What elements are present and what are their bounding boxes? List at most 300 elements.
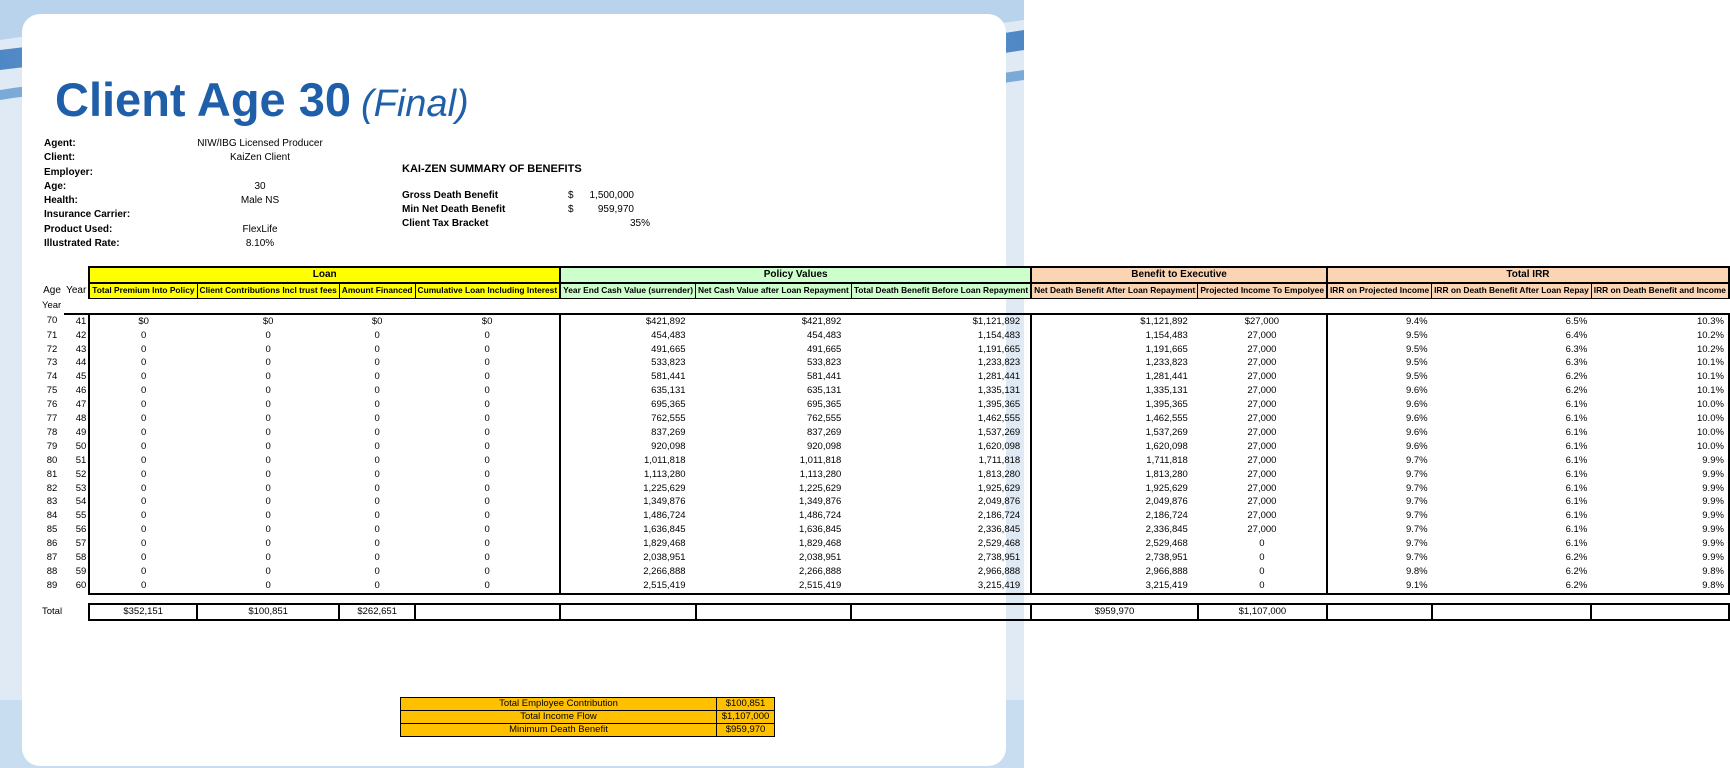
summary-row (402, 189, 650, 203)
cell-irr-income: 9.6% (1405, 385, 1428, 397)
summary-label: Gross Death Benefit (402, 190, 499, 201)
info-row-age (44, 180, 340, 194)
cell-year-end-cash: 837,269 (651, 426, 686, 438)
cell-net-cash-value: 695,365 (806, 399, 842, 411)
total-empty-cell (415, 604, 560, 620)
info-label: Insurance Carrier: (44, 209, 131, 221)
table-row (40, 509, 1729, 523)
cell-amount-financed: 0 (374, 510, 380, 522)
total-empty-cell (1432, 604, 1592, 620)
box-label: Total Employee Contribution (401, 698, 717, 711)
cell-age: 75 (46, 385, 58, 397)
cell-year-end-cash: 581,441 (651, 371, 686, 383)
cell-irr-income: 9.7% (1405, 552, 1428, 564)
cell-total-death-benefit: 1,395,365 (851, 398, 1031, 412)
cell-net-death-benefit: 1,335,131 (1145, 385, 1188, 397)
cell-year-end-cash: 491,665 (651, 343, 686, 355)
cell-net-cash-value: 1,486,724 (799, 510, 842, 522)
cell-net-death-benefit: $1,121,892 (1140, 315, 1188, 327)
cell-client-contributions: 0 (265, 329, 271, 341)
cell-total-death-benefit: 1,620,098 (851, 440, 1031, 454)
cell-cumulative-loan: 0 (415, 495, 560, 509)
cell-amount-financed: 0 (339, 579, 415, 594)
cell-amount-financed: 0 (374, 524, 380, 536)
cell-client-contributions: 0 (265, 454, 271, 466)
info-row-employer (44, 166, 340, 180)
table-row (40, 426, 1729, 440)
summary-currency: $ (568, 204, 574, 215)
col-irr-income: IRR on Projected Income (1327, 283, 1432, 298)
cell-year-end-cash: 2,515,419 (560, 579, 695, 594)
cell-year-end-cash: 635,131 (651, 385, 686, 397)
cell-total-death-benefit: 2,336,845 (851, 523, 1031, 537)
cell-total-premium: 0 (89, 426, 197, 440)
cell-irr-death-benefit: 6.3% (1565, 343, 1588, 355)
cell-projected-income: 27,000 (1198, 495, 1327, 509)
cell-net-death-benefit: 1,537,269 (1145, 426, 1188, 438)
cell-irr-income: 9.6% (1405, 399, 1428, 411)
cell-year: 42 (75, 329, 87, 341)
cell-irr-death-benefit: 6.1% (1565, 482, 1588, 494)
group-benefit-executive: Benefit to Executive (1031, 267, 1327, 283)
benefits-table (40, 266, 1730, 621)
cell-year: 44 (75, 357, 87, 369)
cell-cumulative-loan: 0 (415, 370, 560, 384)
cell-amount-financed: 0 (374, 440, 380, 452)
info-label: Health: (44, 195, 78, 207)
info-value: 8.10% (245, 238, 275, 250)
total-empty-cell (1591, 604, 1729, 620)
slide-title (55, 72, 469, 127)
table-row (40, 329, 1729, 343)
cell-irr-combined: 9.9% (1591, 468, 1729, 482)
cell-year-end-cash: 1,113,280 (643, 468, 686, 480)
cell-projected-income: 0 (1198, 551, 1327, 565)
cell-net-death-benefit: 1,925,629 (1145, 482, 1188, 494)
cell-cumulative-loan: 0 (415, 440, 560, 454)
cell-year-end-cash: 1,486,724 (643, 510, 686, 522)
cell-total-death-benefit: 3,215,419 (851, 579, 1031, 594)
cell-total-premium: 0 (89, 495, 197, 509)
cell-irr-death-benefit: 6.1% (1565, 538, 1588, 550)
cell-total-premium: 0 (89, 343, 197, 357)
totals-label: Total (42, 605, 63, 617)
cell-projected-income: 27,000 (1198, 356, 1327, 370)
cell-irr-combined: 9.9% (1591, 509, 1729, 523)
cell-cumulative-loan: 0 (415, 412, 560, 426)
summary-value: 959,970 (597, 204, 634, 215)
cell-age: 79 (46, 440, 58, 452)
cell-total-premium: 0 (89, 537, 197, 551)
cell-irr-combined: 10.0% (1591, 412, 1729, 426)
cell-amount-financed: 0 (374, 426, 380, 438)
cell-client-contributions: 0 (265, 552, 271, 564)
cell-age: 74 (46, 371, 58, 383)
cell-total-premium: 0 (89, 523, 197, 537)
box-label: Minimum Death Benefit (401, 724, 717, 737)
cell-client-contributions: 0 (265, 440, 271, 452)
cell-age: 80 (46, 454, 58, 466)
info-row-health (44, 194, 340, 208)
info-row-client (44, 151, 340, 165)
cell-year: 59 (75, 566, 87, 578)
cell-amount-financed: 0 (374, 538, 380, 550)
box-label: Total Income Flow (401, 711, 717, 724)
cell-net-cash-value: 2,266,888 (799, 566, 842, 578)
info-label: Illustrated Rate: (44, 238, 120, 250)
cell-amount-financed: 0 (374, 482, 380, 494)
cell-total-premium: 0 (89, 384, 197, 398)
cell-total-premium: 0 (89, 565, 197, 579)
cell-projected-income: 27,000 (1198, 482, 1327, 496)
cell-irr-death-benefit: 6.3% (1565, 357, 1588, 369)
benefits-summary (402, 163, 650, 231)
totals-row (40, 604, 1729, 620)
cell-cumulative-loan: 0 (415, 356, 560, 370)
cell-amount-financed: 0 (374, 552, 380, 564)
cell-client-contributions: 0 (265, 413, 271, 425)
info-value: 30 (254, 180, 266, 192)
cell-irr-income: 9.7% (1405, 538, 1428, 550)
table-row (40, 523, 1729, 537)
table-row (40, 565, 1729, 579)
summary-row (402, 217, 650, 231)
cell-net-cash-value: 1,011,818 (799, 454, 842, 466)
col-cumulative-loan: Cumulative Loan Including Interest (415, 283, 560, 298)
cell-net-death-benefit: 1,281,441 (1145, 371, 1188, 383)
cell-age: 81 (46, 468, 58, 480)
cell-net-death-benefit: 1,395,365 (1145, 399, 1188, 411)
cell-total-premium: 0 (89, 398, 197, 412)
cell-client-contributions: 0 (265, 399, 271, 411)
cell-projected-income: 27,000 (1198, 454, 1327, 468)
cell-client-contributions: 0 (265, 385, 271, 397)
cell-age: 77 (46, 413, 58, 425)
total-total-premium: $352,151 (89, 604, 197, 620)
cell-projected-income: 27,000 (1198, 398, 1327, 412)
summary-label: Client Tax Bracket (402, 218, 489, 229)
cell-irr-combined: 9.9% (1591, 454, 1729, 468)
cell-net-cash-value: $421,892 (801, 315, 842, 327)
table-row (40, 495, 1729, 509)
cell-year-end-cash: 920,098 (651, 440, 686, 452)
cell-total-premium: 0 (89, 468, 197, 482)
cell-amount-financed: 0 (374, 371, 380, 383)
info-value (180, 166, 340, 180)
cell-age: 78 (46, 426, 58, 438)
cell-year: 43 (75, 343, 87, 355)
cell-net-cash-value: 581,441 (806, 371, 842, 383)
client-info (44, 137, 340, 251)
cell-irr-income: 9.7% (1405, 468, 1428, 480)
cell-client-contributions: 0 (265, 496, 271, 508)
cell-irr-income: 9.6% (1405, 440, 1428, 452)
cell-projected-income: 27,000 (1198, 440, 1327, 454)
cell-irr-combined: 9.9% (1591, 495, 1729, 509)
info-label: Employer: (44, 166, 93, 178)
cell-client-contributions: 0 (197, 579, 339, 594)
summary-value: 1,500,000 (589, 190, 634, 201)
cell-net-death-benefit: 2,529,468 (1145, 538, 1188, 550)
cell-total-premium: 0 (89, 329, 197, 343)
info-value: FlexLife (242, 223, 278, 235)
cell-net-cash-value: 1,225,629 (799, 482, 842, 494)
cell-net-cash-value: 1,636,845 (799, 524, 842, 536)
cell-client-contributions: 0 (265, 566, 271, 578)
cell-year: 56 (75, 524, 87, 536)
cell-net-cash-value: 837,269 (806, 426, 842, 438)
cell-irr-death-benefit: 6.1% (1565, 399, 1588, 411)
cell-cumulative-loan: 0 (415, 482, 560, 496)
cell-total-death-benefit: 1,462,555 (851, 412, 1031, 426)
cell-year-end-cash: 762,555 (651, 413, 686, 425)
table-row (40, 370, 1729, 384)
cell-net-death-benefit: 3,215,419 (1031, 579, 1198, 594)
summary-box-row (401, 698, 775, 711)
cell-net-death-benefit: 1,233,823 (1145, 357, 1188, 369)
cell-year: 47 (75, 399, 87, 411)
cell-irr-income: 9.7% (1405, 496, 1428, 508)
cell-net-cash-value: 454,483 (806, 329, 842, 341)
cell-year-end-cash: 454,483 (651, 329, 686, 341)
table-row (40, 398, 1729, 412)
cell-net-cash-value: 1,113,280 (799, 468, 842, 480)
box-value: $959,970 (717, 724, 775, 737)
cell-projected-income: 27,000 (1198, 370, 1327, 384)
cell-irr-death-benefit: 6.2% (1565, 566, 1588, 578)
cell-age: 83 (46, 496, 58, 508)
cell-irr-combined: 10.0% (1591, 440, 1729, 454)
cell-client-contributions: 0 (265, 538, 271, 550)
cell-irr-combined: 10.1% (1591, 384, 1729, 398)
info-label: Client: (44, 152, 76, 164)
table-row (40, 468, 1729, 482)
col-projected-income: Projected Income To Empolyee (1198, 283, 1327, 298)
title-main: Client Age 30 (55, 73, 351, 126)
cell-age: 85 (46, 524, 58, 536)
col-year: Year (66, 285, 87, 297)
cell-cumulative-loan: 0 (415, 523, 560, 537)
cell-projected-income: 27,000 (1198, 426, 1327, 440)
cell-net-cash-value: 2,515,419 (696, 579, 852, 594)
cell-total-death-benefit: 1,191,665 (851, 343, 1031, 357)
cell-irr-death-benefit: 6.1% (1565, 496, 1588, 508)
cell-net-death-benefit: 1,711,818 (1146, 454, 1188, 466)
cell-age: 87 (46, 552, 58, 564)
cell-net-cash-value: 2,038,951 (799, 552, 842, 564)
cell-projected-income: 27,000 (1198, 412, 1327, 426)
summary-currency (568, 217, 584, 231)
group-loan: Loan (89, 267, 560, 283)
cell-year-end-cash: 1,636,845 (643, 524, 686, 536)
table-row (40, 356, 1729, 370)
cell-amount-financed: 0 (374, 468, 380, 480)
cell-year: 52 (75, 468, 87, 480)
cell-year-end-cash: 1,349,876 (643, 496, 686, 508)
group-policy-values: Policy Values (560, 267, 1031, 283)
contribution-summary-box (400, 697, 775, 737)
cell-irr-death-benefit: 6.5% (1565, 315, 1588, 327)
cell-net-cash-value: 635,131 (806, 385, 842, 397)
info-row-product (44, 223, 340, 237)
cell-projected-income: 27,000 (1198, 468, 1327, 482)
cell-irr-income: 9.7% (1405, 482, 1428, 494)
col-net-death-benefit: Net Death Benefit After Loan Repayment (1031, 283, 1198, 298)
summary-label: Min Net Death Benefit (402, 204, 506, 215)
table-row (40, 314, 1729, 329)
cell-total-premium: 0 (89, 356, 197, 370)
cell-irr-combined: 9.9% (1591, 537, 1729, 551)
cell-net-death-benefit: 1,813,280 (1145, 468, 1188, 480)
cell-irr-death-benefit: 6.1% (1565, 413, 1588, 425)
cell-total-death-benefit: 1,335,131 (851, 384, 1031, 398)
col-irr-death-benefit: IRR on Death Benefit After Loan Repay (1432, 283, 1592, 298)
cell-year: 60 (75, 580, 87, 592)
group-total-irr: Total IRR (1327, 267, 1729, 283)
cell-age: 82 (46, 482, 58, 494)
cell-irr-death-benefit: 6.1% (1565, 440, 1588, 452)
info-label: Agent: (44, 138, 76, 149)
cell-irr-combined: 10.3% (1591, 314, 1729, 329)
cell-net-cash-value: 1,829,468 (799, 538, 842, 550)
total-projected-income: $1,107,000 (1198, 604, 1327, 620)
col-client-contributions: Client Contributions Incl trust fees (197, 283, 339, 298)
total-empty-cell (64, 604, 89, 620)
cell-net-death-benefit: 1,462,555 (1145, 413, 1188, 425)
col-year-2: Year (42, 300, 62, 312)
cell-age: 72 (46, 343, 58, 355)
cell-year: 51 (75, 454, 87, 466)
col-net-cash-value: Net Cash Value after Loan Repayment (696, 283, 852, 298)
col-amount-financed: Amount Financed (339, 283, 415, 298)
table-row (40, 384, 1729, 398)
cell-irr-combined: 9.9% (1591, 523, 1729, 537)
summary-value: 35% (629, 218, 650, 229)
cell-projected-income: 27,000 (1198, 343, 1327, 357)
table-row (40, 412, 1729, 426)
cell-irr-income: 9.5% (1405, 343, 1428, 355)
cell-irr-death-benefit: 6.2% (1565, 371, 1588, 383)
cell-year: 53 (75, 482, 87, 494)
cell-projected-income: 0 (1198, 579, 1327, 594)
cell-irr-income: 9.7% (1405, 524, 1428, 536)
cell-irr-income: 9.5% (1405, 371, 1428, 383)
cell-cumulative-loan: $0 (415, 314, 560, 329)
info-row-agent (44, 137, 340, 151)
total-amount-financed: $262,651 (339, 604, 415, 620)
cell-irr-combined: 10.2% (1591, 343, 1729, 357)
cell-irr-death-benefit: 6.1% (1565, 510, 1588, 522)
cell-net-death-benefit: 2,336,845 (1145, 524, 1188, 536)
cell-net-death-benefit: 1,191,665 (1145, 343, 1188, 355)
cell-irr-income: 9.5% (1405, 357, 1428, 369)
cell-total-premium: 0 (89, 370, 197, 384)
cell-cumulative-loan: 0 (415, 551, 560, 565)
cell-irr-combined: 10.2% (1591, 329, 1729, 343)
cell-cumulative-loan: 0 (415, 454, 560, 468)
cell-irr-death-benefit: 6.1% (1565, 468, 1588, 480)
cell-cumulative-loan: 0 (415, 579, 560, 594)
cell-year-end-cash: 1,225,629 (643, 482, 686, 494)
total-empty-cell (560, 604, 695, 620)
cell-net-cash-value: 491,665 (806, 343, 842, 355)
cell-total-premium: 0 (89, 412, 197, 426)
cell-cumulative-loan: 0 (415, 537, 560, 551)
cell-client-contributions: 0 (265, 524, 271, 536)
group-header-row (40, 267, 1729, 283)
cell-cumulative-loan: 0 (415, 509, 560, 523)
cell-client-contributions: $0 (262, 315, 274, 327)
cell-projected-income: 27,000 (1198, 523, 1327, 537)
total-empty-cell (696, 604, 852, 620)
cell-age: 70 (46, 315, 58, 327)
cell-total-death-benefit: 1,925,629 (851, 482, 1031, 496)
cell-irr-income: 9.6% (1405, 426, 1428, 438)
cell-total-death-benefit: $1,121,892 (851, 314, 1031, 329)
cell-irr-death-benefit: 6.2% (1432, 579, 1592, 594)
cell-year: 48 (75, 413, 87, 425)
cell-amount-financed: 0 (374, 566, 380, 578)
cell-year: 58 (75, 552, 87, 564)
cell-client-contributions: 0 (265, 482, 271, 494)
cell-projected-income: 27,000 (1198, 329, 1327, 343)
info-row-rate (44, 237, 340, 251)
info-value: KaiZen Client (229, 152, 291, 164)
summary-currency: $ (568, 190, 574, 201)
cell-age: 71 (46, 329, 58, 341)
cell-total-death-benefit: 2,049,876 (851, 495, 1031, 509)
cell-year-end-cash: $421,892 (645, 315, 686, 327)
cell-irr-income: 9.6% (1405, 413, 1428, 425)
cell-irr-income: 9.7% (1405, 510, 1428, 522)
cell-total-premium: 0 (89, 551, 197, 565)
info-value: Male NS (240, 195, 280, 207)
cell-total-premium: 0 (89, 454, 197, 468)
cell-amount-financed: $0 (371, 315, 383, 327)
info-value: NIW/IBG Licensed Producer (197, 138, 323, 149)
summary-row (402, 203, 650, 217)
cell-total-death-benefit: 1,813,280 (851, 468, 1031, 482)
cell-client-contributions: 0 (265, 371, 271, 383)
cell-client-contributions: 0 (265, 343, 271, 355)
table-row (40, 454, 1729, 468)
cell-year-end-cash: 695,365 (651, 399, 686, 411)
cell-age: 84 (46, 510, 58, 522)
cell-projected-income: 0 (1198, 565, 1327, 579)
year-subheader-row (40, 298, 1729, 313)
summary-box-row (401, 711, 775, 724)
cell-year-end-cash: 2,266,888 (643, 566, 686, 578)
cell-total-death-benefit: 1,537,269 (851, 426, 1031, 440)
cell-amount-financed: 0 (374, 329, 380, 341)
cell-irr-income: 9.5% (1405, 329, 1428, 341)
cell-age: 88 (46, 566, 58, 578)
summary-heading: KAI-ZEN SUMMARY OF BENEFITS (402, 163, 582, 175)
cell-year: 49 (75, 426, 87, 438)
cell-amount-financed: 0 (374, 343, 380, 355)
cell-irr-combined: 10.0% (1591, 426, 1729, 440)
cell-year: 50 (75, 440, 87, 452)
cell-irr-death-benefit: 6.1% (1565, 454, 1588, 466)
cell-cumulative-loan: 0 (415, 468, 560, 482)
cell-total-death-benefit: 1,711,818 (851, 454, 1031, 468)
cell-age: 73 (46, 357, 58, 369)
cell-irr-income: 9.8% (1405, 566, 1428, 578)
cell-irr-death-benefit: 6.2% (1565, 552, 1588, 564)
cell-projected-income: 0 (1198, 537, 1327, 551)
cell-irr-death-benefit: 6.1% (1565, 426, 1588, 438)
cell-net-cash-value: 1,349,876 (799, 496, 842, 508)
